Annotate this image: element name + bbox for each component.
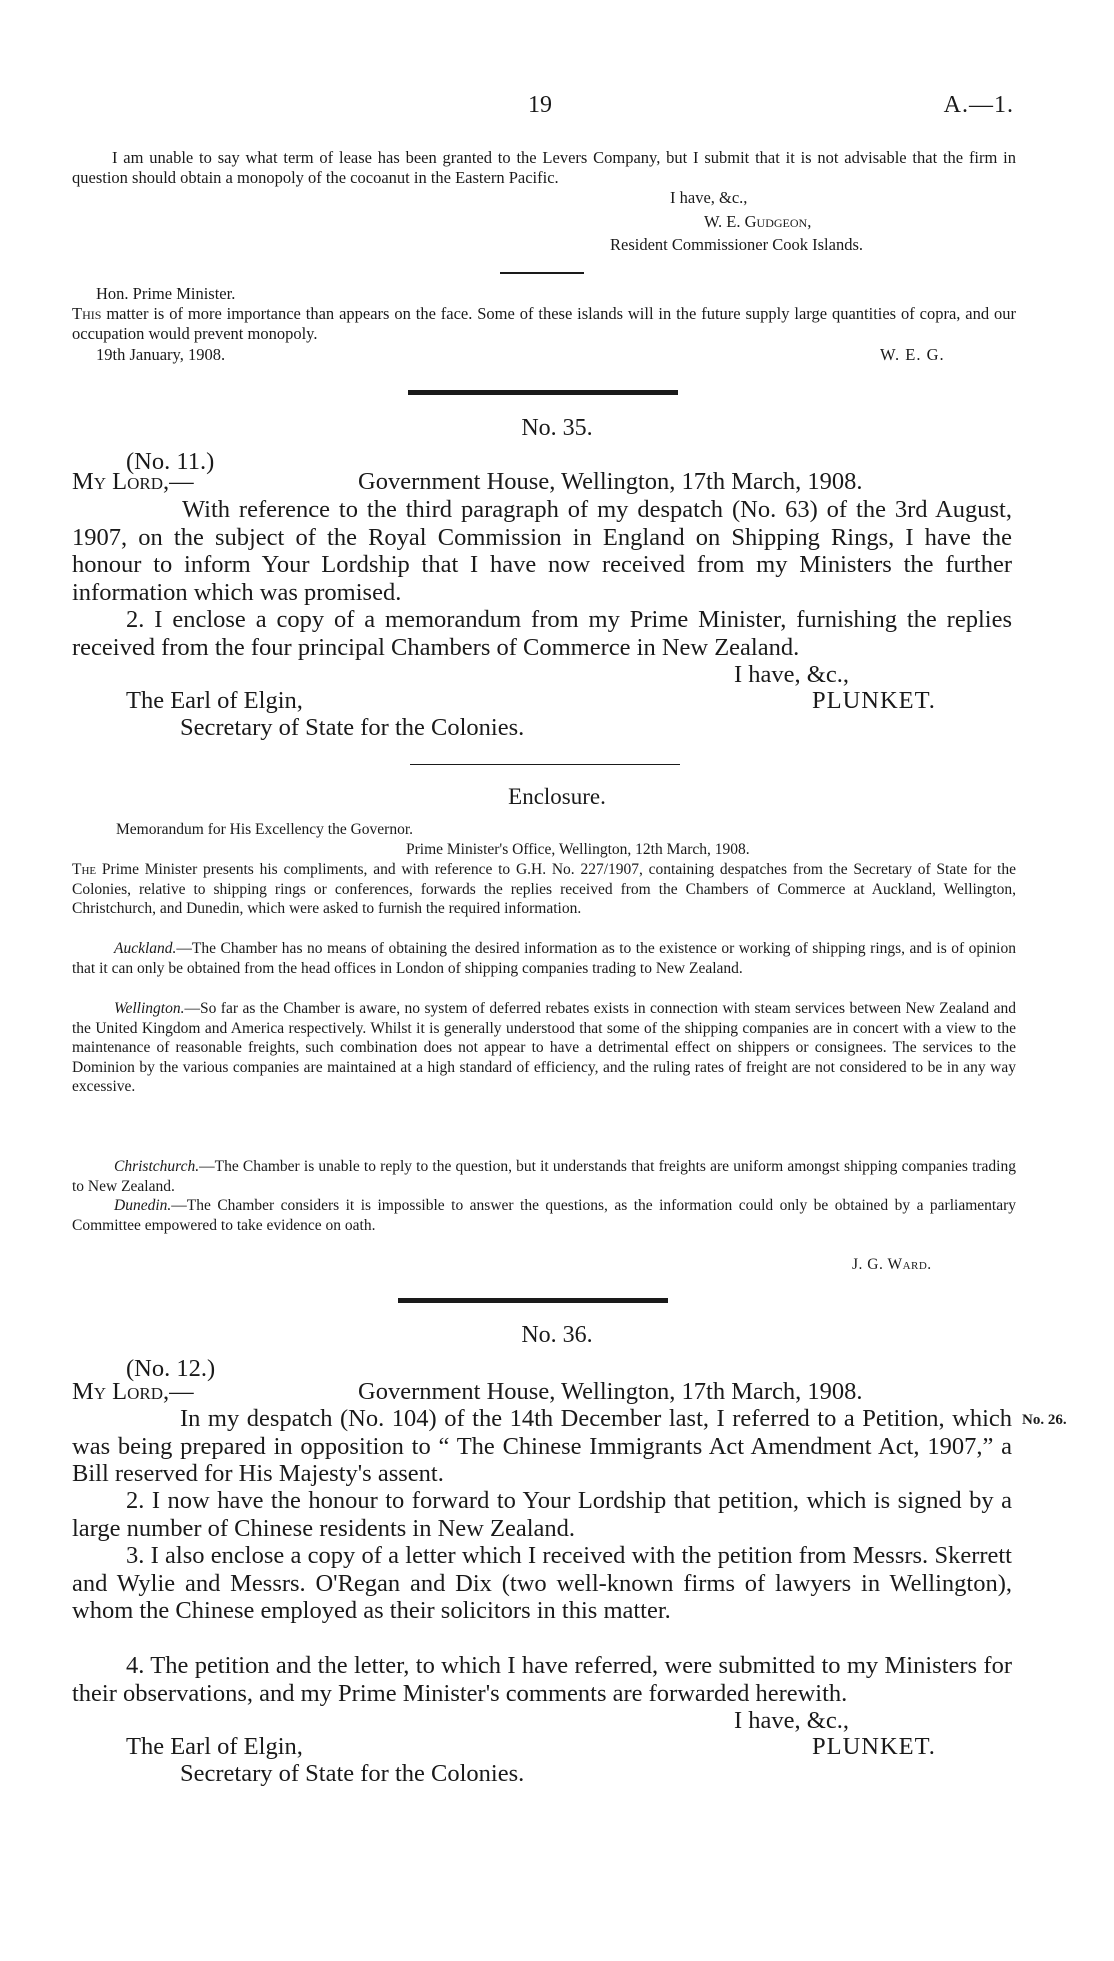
minute-addressee: Hon. Prime Minister. xyxy=(96,284,236,303)
minute-lead: This xyxy=(72,304,102,323)
christchurch-text: —The Chamber is unable to reply to the question, but it understands that freights are uniform amongst shipping companies trading to New Zealand. xyxy=(72,1158,1016,1195)
memo-title: Memorandum for His Excellency the Governor. xyxy=(116,821,413,838)
margin-reference: No. 26. xyxy=(1022,1412,1067,1428)
running-header xyxy=(0,92,1114,122)
enclosure-heading: Enclosure. xyxy=(508,784,606,809)
despatch-36-addressee: The Earl of Elgin, xyxy=(126,1733,303,1760)
document-reference: A.—1. xyxy=(943,92,1014,118)
minute-initials: W. E. G. xyxy=(880,345,945,364)
despatch-35-para2: 2. I enclose a copy of a memorandum from my Prime Minister, furnishing the replies received from the four principal Chambers of Commerce in New Zealand. xyxy=(72,606,1012,661)
despatch-35-number: (No. 11.) xyxy=(126,448,215,475)
divider xyxy=(500,272,584,274)
minute-date: 19th January, 1908. xyxy=(96,345,226,364)
section-rule xyxy=(408,390,678,395)
despatch-36-para3: 3. I also enclose a copy of a letter which I received with the petition from Messrs. Skerrett and Wylie and Messrs. O'Regan and Dix (two well-known firms of lawyers in Wellington), whom the Chinese employed as their solicitors in this matter. xyxy=(72,1542,1012,1624)
auckland-label: Auckland. xyxy=(114,940,177,957)
auckland-text: —The Chamber has no means of obtaining the desired information as to the existence or working of shipping rings, and is of opinion that it can only be obtained from the head offices in London of shipping companies trading to New Zealand. xyxy=(72,940,1016,977)
memo-christchurch xyxy=(72,1157,1016,1196)
wellington-label: Wellington. xyxy=(114,1000,185,1017)
memo-office-date: Prime Minister's Office, Wellington, 12th March, 1908. xyxy=(406,841,750,858)
minute-text xyxy=(72,304,1016,344)
despatch-35-place-date: Government House, Wellington, 17th March, 1908. xyxy=(358,468,863,495)
despatch-35-salutation: My Lord,— xyxy=(72,468,194,495)
dunedin-label: Dunedin. xyxy=(114,1197,172,1214)
despatch-36-para1: In my despatch (No. 104) of the 14th December last, I referred to a Petition, which was being prepared in opposition to “ The Chinese Immigrants Act Amendment Act, 1907,” a Bill reserved for His Majesty's assent. xyxy=(72,1405,1012,1487)
despatch-36-number: (No. 12.) xyxy=(126,1355,216,1382)
despatch-36-signature: PLUNKET. xyxy=(812,1733,936,1760)
despatch-35-addressee: The Earl of Elgin, xyxy=(126,687,303,714)
christchurch-label: Christchurch. xyxy=(114,1158,200,1175)
wellington-text: —So far as the Chamber is aware, no system of deferred rebates exists in connection with steam services between New Zealand and the United Kingdom and America respectively. Whilst it is generally understood that some of the shipping companies are in concert with a view to the maintenance of reasonable freights, such combination does not appear to have a detrimental effect on shippers or consignees. The services to the Dominion by the various companies are maintained at a high standard of efficiency, and the ruling rates of freight are not considered to be in any way excessive. xyxy=(72,1000,1016,1096)
despatch-36-place-date: Government House, Wellington, 17th March, 1908. xyxy=(358,1378,863,1405)
despatch-35-para1: With reference to the third paragraph of my despatch (No. 63) of the 3rd August, 1907, on the subject of the Royal Commission in England on Shipping Rings, I have the honour to inform Your Lordship that I have now received from my Ministers the further information which was promised. xyxy=(72,496,1012,606)
memo-intro xyxy=(72,860,1016,919)
memo-signature: J. G. Ward. xyxy=(852,1256,932,1273)
despatch-36-addressee-title: Secretary of State for the Colonies. xyxy=(180,1760,525,1787)
letter-signature: W. E. Gudgeon, xyxy=(704,212,812,231)
section-rule xyxy=(398,1298,668,1303)
despatch-35-signature: PLUNKET. xyxy=(812,687,936,714)
divider xyxy=(410,764,680,765)
letter-signatory-title: Resident Commissioner Cook Islands. xyxy=(610,235,863,254)
memo-dunedin xyxy=(72,1196,1016,1235)
minute-body: matter is of more importance than appears on the face. Some of these islands will in the future supply large quantities of copra, and our occupation would prevent monopoly. xyxy=(72,304,1016,343)
memo-wellington xyxy=(72,999,1016,1097)
despatch-36-para4: 4. The petition and the letter, to which I have referred, were submitted to my Ministers for their observations, and my Prime Minister's comments are forwarded herewith. xyxy=(72,1652,1012,1707)
despatch-35-addressee-title: Secretary of State for the Colonies. xyxy=(180,714,525,741)
memo-intro-lead: The xyxy=(72,861,97,878)
despatch-36-heading: No. 36. xyxy=(521,1322,593,1348)
page-number: 19 xyxy=(528,92,552,118)
letter-closing: I have, &c., xyxy=(670,188,748,207)
dunedin-text: —The Chamber considers it is impossible to answer the questions, as the information could only be obtained by a parliamentary Committee empowered to take evidence on oath. xyxy=(72,1197,1016,1234)
despatch-35-closing: I have, &c., xyxy=(734,661,849,688)
memo-intro-body: Prime Minister presents his compliments, and with reference to G.H. No. 227/1907, containing despatches from the Secretary of State for the Colonies, relative to shipping rings or conferences, forwards the replies received from the Chambers of Commerce at Auckland, Wellington, Christchurch, and Dunedin, which were asked to furnish the required information. xyxy=(72,861,1016,918)
despatch-36-closing: I have, &c., xyxy=(734,1707,849,1734)
despatch-36-para2: 2. I now have the honour to forward to Your Lordship that petition, which is signed by a large number of Chinese residents in New Zealand. xyxy=(72,1487,1012,1542)
despatch-36-salutation: My Lord,— xyxy=(72,1378,194,1405)
memo-auckland xyxy=(72,939,1016,978)
letter-paragraph: I am unable to say what term of lease has been granted to the Levers Company, but I submit that it is not advisable that the firm in question should obtain a monopoly of the cocoanut in the Eastern Pacific. xyxy=(72,148,1016,187)
despatch-35-heading: No. 35. xyxy=(521,415,593,441)
